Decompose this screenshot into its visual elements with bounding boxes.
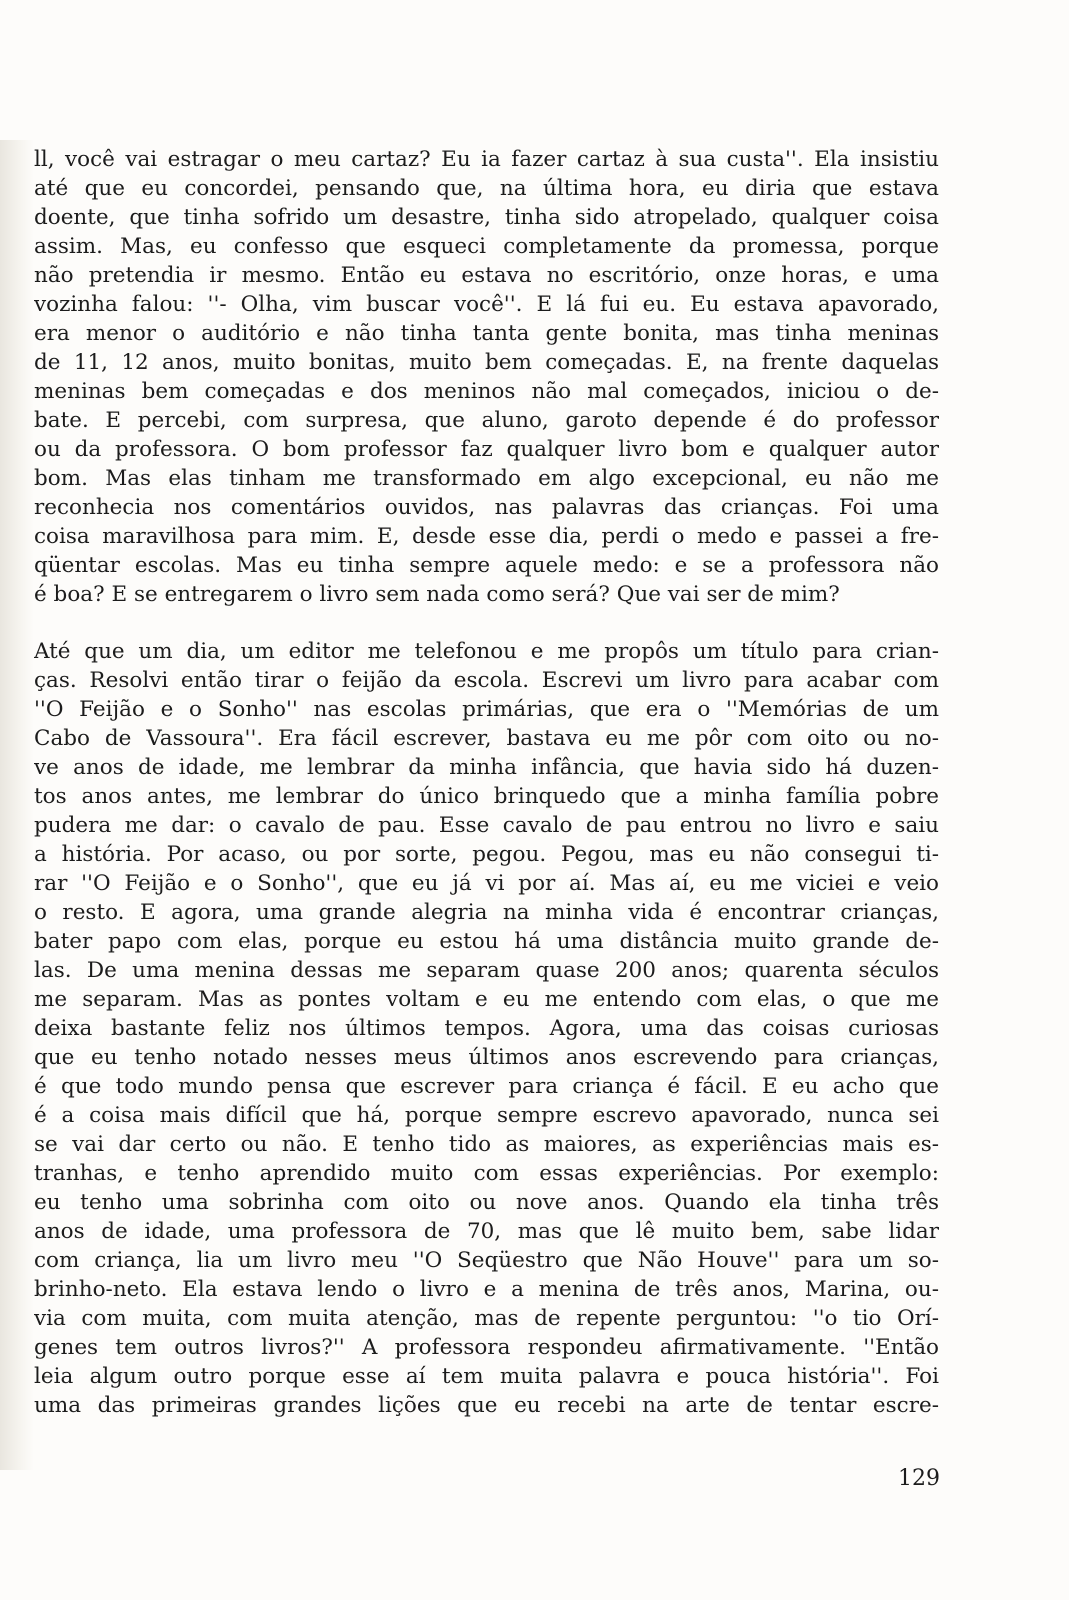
text-line: genes tem outros livros?'' A professora respondeu afirmativamente. ''Então [34,1335,939,1360]
text-line: eu tenho uma sobrinha com oito ou nove anos. Quando ela tinha três [34,1190,939,1215]
text-line: tranhas, e tenho aprendido muito com essas experiências. Por exemplo: [34,1161,939,1186]
text-line: é que todo mundo pensa que escrever para criança é fácil. E eu acho que [34,1074,939,1099]
text-line: qüentar escolas. Mas eu tinha sempre aquele medo: e se a professora não [34,553,939,578]
text-line: que eu tenho notado nesses meus últimos anos escrevendo para crianças, [34,1045,939,1070]
text-line: não pretendia ir mesmo. Então eu estava no escritório, onze horas, e uma [34,263,939,288]
text-line: bate. E percebi, com surpresa, que aluno, garoto depende é do professor [34,408,939,433]
text-line: com criança, lia um livro meu ''O Seqüestro que Não Houve'' para um so- [34,1248,939,1273]
binding-gutter-shadow [0,140,34,1470]
text-line: anos de idade, uma professora de 70, mas que lê muito bem, sabe lidar [34,1219,939,1244]
text-line: coisa maravilhosa para mim. E, desde esse dia, perdi o medo e passei a fre- [34,524,939,549]
text-line: via com muita, com muita atenção, mas de repente perguntou: ''o tio Orí- [34,1306,939,1331]
text-line: leia algum outro porque esse aí tem muita palavra e pouca história''. Foi [34,1364,939,1389]
text-line: brinho-neto. Ela estava lendo o livro e a menina de três anos, Marina, ou- [34,1277,939,1302]
text-line: bater papo com elas, porque eu estou há uma distância muito grande de- [34,929,939,954]
text-line: las. De uma menina dessas me separam quase 200 anos; quarenta séculos [34,958,939,983]
paragraph-1 [34,145,939,609]
paragraph-2 [34,637,939,1420]
text-line: ou da professora. O bom professor faz qualquer livro bom e qualquer autor [34,437,939,462]
text-line: Cabo de Vassoura''. Era fácil escrever, bastava eu me pôr com oito ou no- [34,726,939,751]
text-line: me separam. Mas as pontes voltam e eu me entendo com elas, o que me [34,987,939,1012]
text-line: bom. Mas elas tinham me transformado em algo excepcional, eu não me [34,466,939,491]
body-text [34,145,939,1420]
text-line: pudera me dar: o cavalo de pau. Esse cavalo de pau entrou no livro e saiu [34,813,939,838]
text-line: de 11, 12 anos, muito bonitas, muito bem começadas. E, na frente daquelas [34,350,939,375]
text-line: doente, que tinha sofrido um desastre, tinha sido atropelado, qualquer coisa [34,205,939,230]
text-line: tos anos antes, me lembrar do único brinquedo que a minha família pobre [34,784,939,809]
text-line: ll, você vai estragar o meu cartaz? Eu ia fazer cartaz à sua custa''. Ela insistiu [34,147,939,172]
text-line: assim. Mas, eu confesso que esqueci completamente da promessa, porque [34,234,939,259]
text-line: rar ''O Feijão e o Sonho'', que eu já vi por aí. Mas aí, eu me viciei e veio [34,871,939,896]
text-line: era menor o auditório e não tinha tanta gente bonita, mas tinha meninas [34,321,939,346]
text-line: reconhecia nos comentários ouvidos, nas palavras das crianças. Foi uma [34,495,939,520]
text-line: o resto. E agora, uma grande alegria na minha vida é encontrar crianças, [34,900,939,925]
text-line: Até que um dia, um editor me telefonou e me propôs um título para crian- [34,639,939,664]
text-line: ve anos de idade, me lembrar da minha infância, que havia sido há duzen- [34,755,939,780]
page-number: 129 [898,1466,940,1491]
text-line: vozinha falou: ''- Olha, vim buscar você''. E lá fui eu. Eu estava apavorado, [34,292,939,317]
text-line: a história. Por acaso, ou por sorte, pegou. Pegou, mas eu não consegui ti- [34,842,939,867]
text-line: se vai dar certo ou não. E tenho tido as maiores, as experiências mais es- [34,1132,939,1157]
text-line: ''O Feijão e o Sonho'' nas escolas primárias, que era o ''Memórias de um [34,697,939,722]
text-line: meninas bem começadas e dos meninos não mal começados, iniciou o de- [34,379,939,404]
text-line: uma das primeiras grandes lições que eu recebi na arte de tentar escre- [34,1393,939,1418]
text-line: é a coisa mais difícil que há, porque sempre escrevo apavorado, nunca sei [34,1103,939,1128]
text-line: até que eu concordei, pensando que, na última hora, eu diria que estava [34,176,939,201]
paragraph-break [34,609,939,637]
text-line: ças. Resolvi então tirar o feijão da escola. Escrevi um livro para acabar com [34,668,939,693]
text-line: é boa? E se entregarem o livro sem nada como será? Que vai ser de mim? [34,582,840,607]
text-line: deixa bastante feliz nos últimos tempos. Agora, uma das coisas curiosas [34,1016,939,1041]
